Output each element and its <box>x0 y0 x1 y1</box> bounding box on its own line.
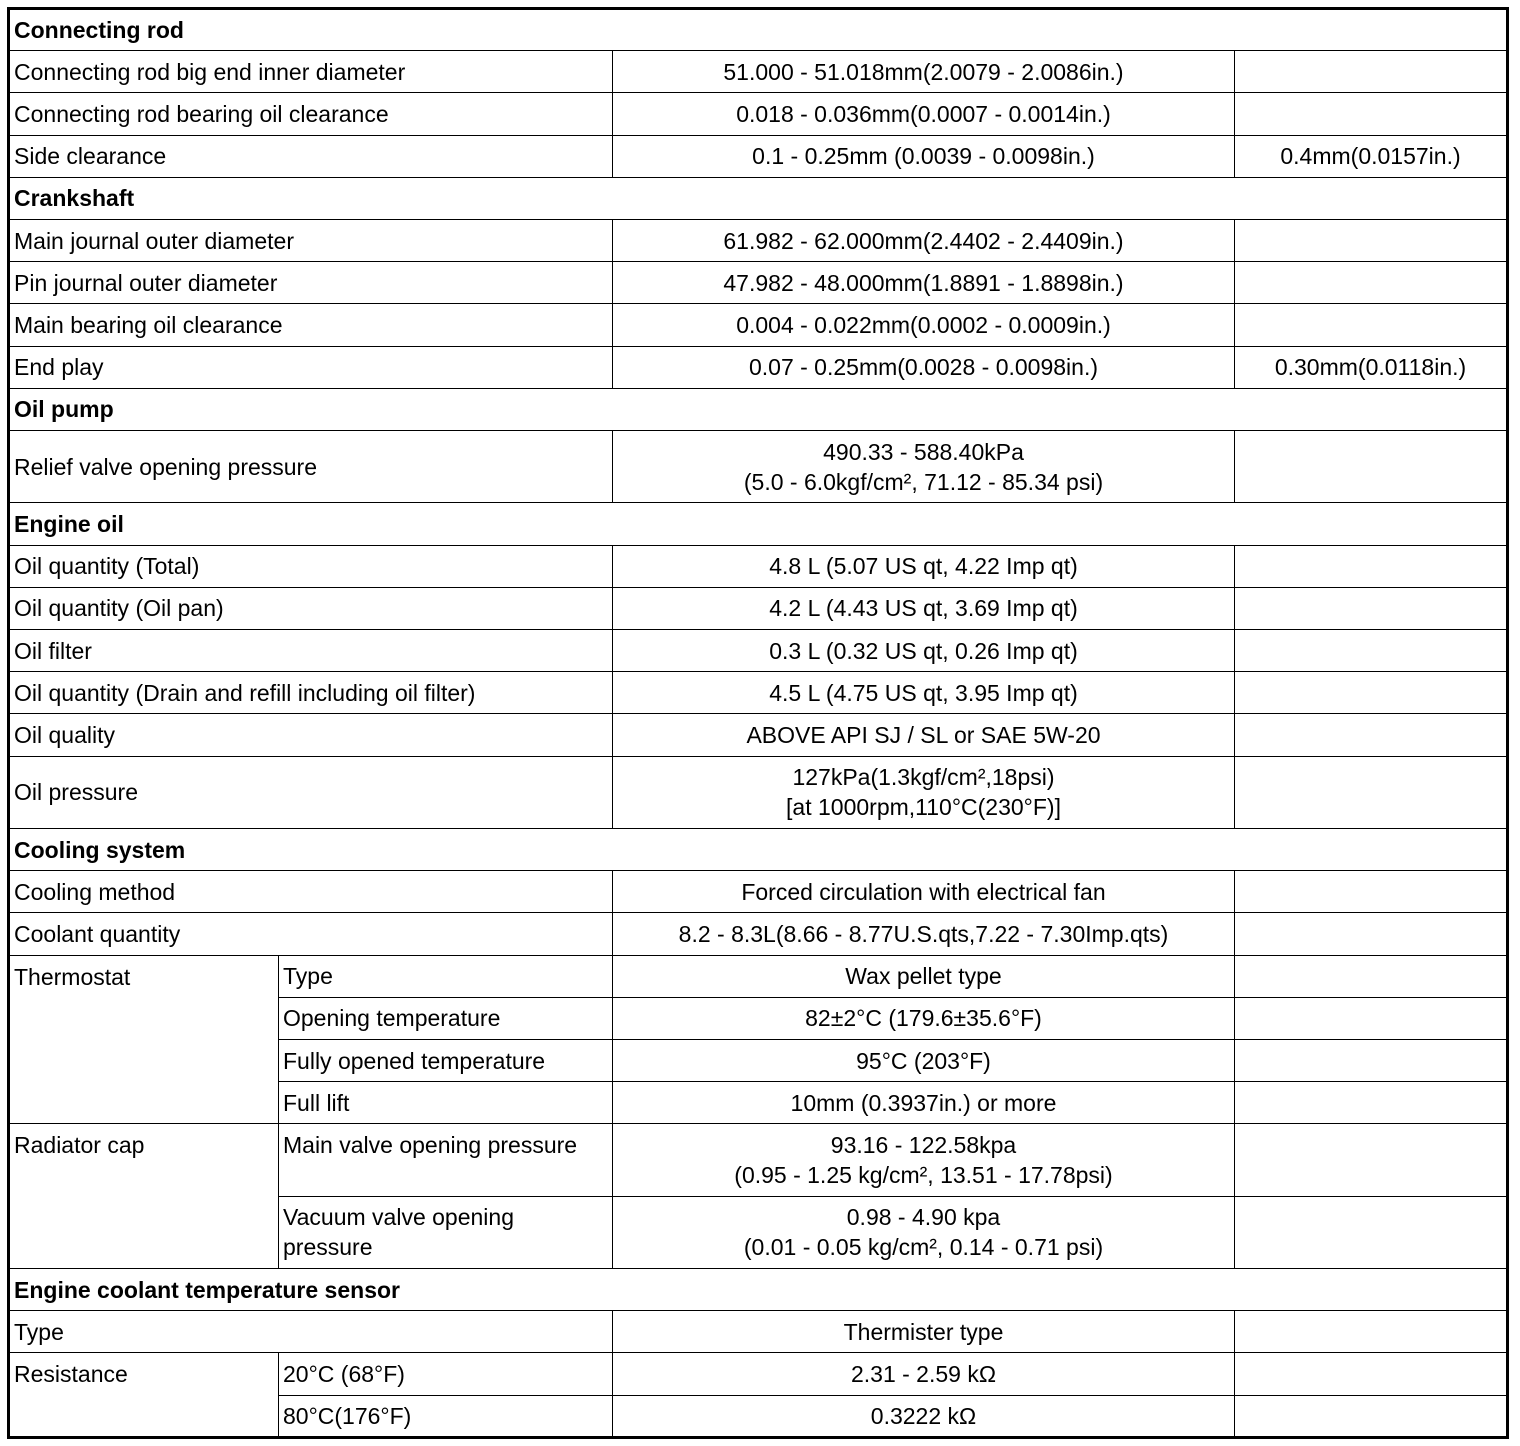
table-row <box>9 672 1508 714</box>
spec-cell: 0.1 - 0.25mm (0.0039 - 0.0098in.) <box>613 135 1235 177</box>
section-title-connecting-rod: Connecting rod <box>9 9 1508 51</box>
item-cell: End play <box>9 346 613 388</box>
item-cell <box>279 1196 613 1268</box>
table-row <box>9 51 1508 93</box>
spec-cell: Wax pellet type <box>613 955 1235 997</box>
item-cell: Coolant quantity <box>9 913 613 955</box>
limit-cell: 0.30mm(0.0118in.) <box>1235 346 1508 388</box>
table-row <box>9 220 1508 262</box>
table-row <box>9 135 1508 177</box>
spec-cell: 61.982 - 62.000mm(2.4402 - 2.4409in.) <box>613 220 1235 262</box>
group-label-thermostat: Thermostat <box>9 955 279 1124</box>
limit-cell <box>1235 1196 1508 1268</box>
spec-cell: 47.982 - 48.000mm(1.8891 - 1.8898in.) <box>613 262 1235 304</box>
limit-cell <box>1235 756 1508 828</box>
item-cell: Connecting rod bearing oil clearance <box>9 93 613 135</box>
limit-cell <box>1235 587 1508 629</box>
item-cell: Oil quantity (Drain and refill including oil filter) <box>9 672 613 714</box>
item-cell: Side clearance <box>9 135 613 177</box>
spec-cell: 2.31 - 2.59 kΩ <box>613 1353 1235 1395</box>
limit-cell <box>1235 629 1508 671</box>
table-row <box>9 346 1508 388</box>
limit-cell <box>1235 714 1508 756</box>
spec-cell: 95°C (203°F) <box>613 1039 1235 1081</box>
limit-cell <box>1235 93 1508 135</box>
limit-cell <box>1235 51 1508 93</box>
table-row <box>9 431 1508 503</box>
spec-cell: 4.8 L (5.07 US qt, 4.22 Imp qt) <box>613 545 1235 587</box>
limit-cell <box>1235 220 1508 262</box>
spec-cell: 0.07 - 0.25mm(0.0028 - 0.0098in.) <box>613 346 1235 388</box>
table-row <box>9 756 1508 828</box>
spec-cell: 8.2 - 8.3L(8.66 - 8.77U.S.qts,7.22 - 7.30Imp.qts) <box>613 913 1235 955</box>
limit-cell <box>1235 262 1508 304</box>
item-cell: Oil filter <box>9 629 613 671</box>
section-row <box>9 9 1508 51</box>
spec-table <box>7 7 1509 1439</box>
table-row <box>9 1353 1508 1395</box>
spec-cell: Thermister type <box>613 1311 1235 1353</box>
item-cell: Oil quality <box>9 714 613 756</box>
limit-cell <box>1235 1353 1508 1395</box>
item-line: Vacuum valve opening <box>283 1204 514 1231</box>
spec-line: 127kPa(1.3kgf/cm²,18psi) <box>792 764 1055 791</box>
spec-cell <box>613 756 1235 828</box>
limit-cell <box>1235 1124 1508 1196</box>
table-row <box>9 955 1508 997</box>
group-label-resistance: Resistance <box>9 1353 279 1438</box>
limit-cell <box>1235 997 1508 1039</box>
item-cell: Main journal outer diameter <box>9 220 613 262</box>
spec-cell: 51.000 - 51.018mm(2.0079 - 2.0086in.) <box>613 51 1235 93</box>
item-cell: Oil quantity (Total) <box>9 545 613 587</box>
section-title-crankshaft: Crankshaft <box>9 177 1508 219</box>
section-row <box>9 503 1508 545</box>
spec-cell: 0.3222 kΩ <box>613 1395 1235 1437</box>
spec-line: [at 1000rpm,110°C(230°F)] <box>786 794 1061 821</box>
item-cell: 20°C (68°F) <box>279 1353 613 1395</box>
section-row <box>9 828 1508 870</box>
spec-line: 93.16 - 122.58kpa <box>830 1132 1017 1159</box>
item-cell: Connecting rod big end inner diameter <box>9 51 613 93</box>
item-cell: Full lift <box>279 1082 613 1124</box>
table-row <box>9 262 1508 304</box>
limit-cell <box>1235 1082 1508 1124</box>
table-row <box>9 1311 1508 1353</box>
item-cell: Relief valve opening pressure <box>9 431 613 503</box>
spec-cell: 4.2 L (4.43 US qt, 3.69 Imp qt) <box>613 587 1235 629</box>
spec-line: (5.0 - 6.0kgf/cm², 71.12 - 85.34 psi) <box>743 468 1104 495</box>
group-label-radiator-cap: Radiator cap <box>9 1124 279 1269</box>
item-cell: Main valve opening pressure <box>279 1124 613 1196</box>
table-row <box>9 913 1508 955</box>
spec-cell: 4.5 L (4.75 US qt, 3.95 Imp qt) <box>613 672 1235 714</box>
section-title-oil-pump: Oil pump <box>9 388 1508 430</box>
item-cell: Fully opened temperature <box>279 1039 613 1081</box>
spec-cell: ABOVE API SJ / SL or SAE 5W-20 <box>613 714 1235 756</box>
limit-cell: 0.4mm(0.0157in.) <box>1235 135 1508 177</box>
item-cell: Cooling method <box>9 871 613 913</box>
item-cell: Opening temperature <box>279 997 613 1039</box>
spec-cell: 82±2°C (179.6±35.6°F) <box>613 997 1235 1039</box>
limit-cell <box>1235 545 1508 587</box>
limit-cell <box>1235 913 1508 955</box>
limit-cell <box>1235 1039 1508 1081</box>
limit-cell <box>1235 871 1508 913</box>
item-cell: Oil quantity (Oil pan) <box>9 587 613 629</box>
item-cell: Pin journal outer diameter <box>9 262 613 304</box>
item-cell: Type <box>9 1311 613 1353</box>
item-cell: 80°C(176°F) <box>279 1395 613 1437</box>
item-line: pressure <box>283 1234 373 1261</box>
spec-line: (0.95 - 1.25 kg/cm², 13.51 - 17.78psi) <box>734 1162 1113 1189</box>
spec-cell <box>613 431 1235 503</box>
limit-cell <box>1235 431 1508 503</box>
section-row <box>9 388 1508 430</box>
limit-cell <box>1235 955 1508 997</box>
table-row <box>9 629 1508 671</box>
spec-line: 490.33 - 588.40kPa <box>823 438 1024 465</box>
limit-cell <box>1235 1311 1508 1353</box>
table-row <box>9 304 1508 346</box>
limit-cell <box>1235 304 1508 346</box>
limit-cell <box>1235 672 1508 714</box>
spec-cell: 10mm (0.3937in.) or more <box>613 1082 1235 1124</box>
limit-cell <box>1235 1395 1508 1437</box>
section-title-cooling-system: Cooling system <box>9 828 1508 870</box>
spec-cell: 0.004 - 0.022mm(0.0002 - 0.0009in.) <box>613 304 1235 346</box>
spec-cell <box>613 1124 1235 1196</box>
section-row <box>9 1269 1508 1311</box>
table-row <box>9 93 1508 135</box>
section-title-engine-oil: Engine oil <box>9 503 1508 545</box>
table-row <box>9 1124 1508 1196</box>
table-row <box>9 714 1508 756</box>
table-row <box>9 871 1508 913</box>
spec-cell <box>613 1196 1235 1268</box>
spec-cell: 0.018 - 0.036mm(0.0007 - 0.0014in.) <box>613 93 1235 135</box>
spec-line: 0.98 - 4.90 kpa <box>846 1204 1001 1231</box>
table-row <box>9 545 1508 587</box>
item-cell: Oil pressure <box>9 756 613 828</box>
spec-cell: 0.3 L (0.32 US qt, 0.26 Imp qt) <box>613 629 1235 671</box>
item-cell: Type <box>279 955 613 997</box>
table-row <box>9 587 1508 629</box>
section-row <box>9 177 1508 219</box>
spec-cell: Forced circulation with electrical fan <box>613 871 1235 913</box>
spec-line: (0.01 - 0.05 kg/cm², 0.14 - 0.71 psi) <box>743 1234 1104 1261</box>
item-cell: Main bearing oil clearance <box>9 304 613 346</box>
section-title-coolant-sensor: Engine coolant temperature sensor <box>9 1269 1508 1311</box>
